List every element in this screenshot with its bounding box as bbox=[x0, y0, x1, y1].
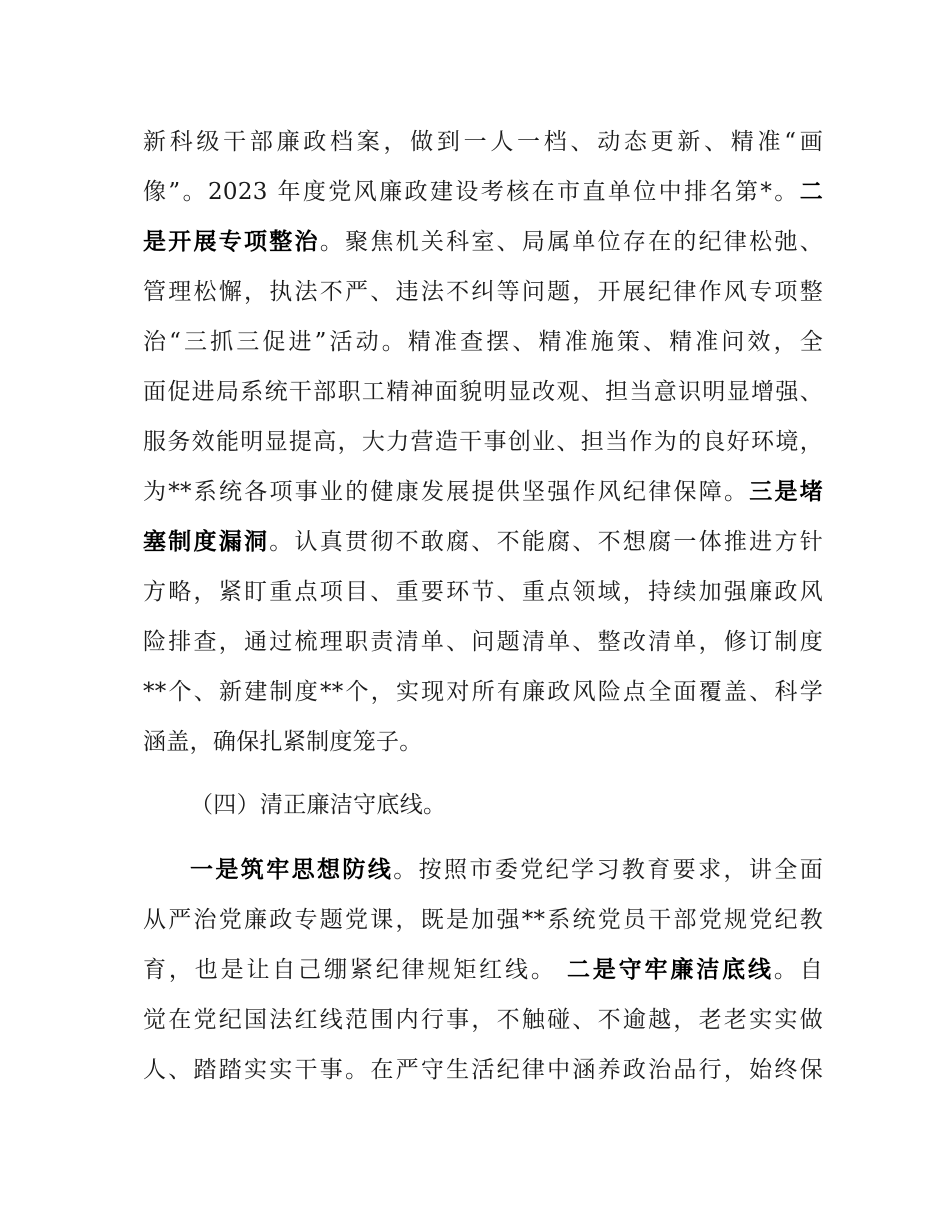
paragraph-line bbox=[143, 1045, 823, 1095]
bold-lead-text: 三是堵 bbox=[749, 479, 823, 505]
body-text: 面促进局系统干部职工精神面貌明显改观、担当意识明显增强、 bbox=[143, 379, 823, 405]
paragraph-line bbox=[143, 995, 823, 1045]
paragraph-line bbox=[143, 467, 823, 517]
paragraph-line bbox=[143, 267, 823, 317]
paragraph-line bbox=[143, 167, 823, 217]
body-text: 管理松懈，执法不严、违法不纠等问题，开展纪律作风专项整 bbox=[143, 279, 823, 305]
body-text: 。认真贯彻不敢腐、不能腐、不想腐一体推进方针 bbox=[269, 529, 824, 555]
paragraph-line bbox=[143, 317, 823, 367]
paragraph-line bbox=[143, 617, 823, 667]
paragraph-line bbox=[143, 367, 823, 417]
paragraph-line bbox=[143, 517, 823, 567]
bold-lead-text: 塞制度漏洞 bbox=[143, 529, 270, 555]
paragraph-line bbox=[143, 667, 823, 717]
body-text: 涵盖，确保扎紧制度笼子。 bbox=[143, 729, 423, 755]
body-text: **个、新建制度**个，实现对所有廉政风险点全面覆盖、科学 bbox=[143, 679, 823, 705]
paragraph-line bbox=[190, 845, 823, 895]
paragraph-line bbox=[143, 117, 823, 167]
body-text: 方略，紧盯重点项目、重要环节、重点领域，持续加强廉政风 bbox=[143, 579, 823, 605]
body-text: 从严治党廉政专题党课，既是加强**系统党员干部党规党纪教 bbox=[143, 907, 823, 933]
paragraph-line bbox=[143, 717, 823, 767]
body-text: 。聚焦机关科室、局属单位存在的纪律松弛、 bbox=[319, 229, 824, 255]
body-text: 险排查，通过梳理职责清单、问题清单、整改清单，修订制度 bbox=[143, 629, 823, 655]
paragraph-line bbox=[143, 417, 823, 467]
bold-lead-text: 是开展专项整治 bbox=[143, 229, 320, 255]
paragraph-line bbox=[143, 895, 823, 945]
body-text: 新科级干部廉政档案，做到一人一档、动态更新、精准“画 bbox=[143, 129, 823, 155]
body-text: 像”。2023 年度党风廉政建设考核在市直单位中排名第*。 bbox=[143, 179, 800, 205]
paragraph-line bbox=[143, 217, 823, 267]
section-heading-text: （四）清正廉洁守底线。 bbox=[190, 792, 447, 818]
body-text: 治“三抓三促进”活动。精准查摆、精准施策、精准问效，全 bbox=[143, 329, 823, 355]
body-text: 觉在党纪国法红线范围内行事，不触碰、不逾越，老老实实做 bbox=[143, 1007, 823, 1033]
body-text: 服务效能明显提高，大力营造干事创业、担当作为的良好环境， bbox=[143, 429, 823, 455]
bold-lead-text: 二 bbox=[799, 179, 823, 205]
section-heading bbox=[190, 780, 590, 830]
body-text: 。自 bbox=[773, 957, 823, 983]
bold-lead-text: 一是筑牢思想防线 bbox=[190, 857, 394, 883]
body-text: 。按照市委党纪学习教育要求，讲全面 bbox=[393, 857, 823, 883]
body-text: 为**系统各项事业的健康发展提供坚强作风纪律保障。 bbox=[143, 479, 750, 505]
body-text: 育，也是让自己绷紧纪律规矩红线。 bbox=[143, 957, 567, 983]
paragraph-line bbox=[143, 567, 823, 617]
paragraph-line bbox=[143, 945, 823, 995]
body-text: 人、踏踏实实干事。在严守生活纪律中涵养政治品行，始终保 bbox=[143, 1057, 823, 1083]
bold-lead-text: 二是守牢廉洁底线 bbox=[566, 957, 774, 983]
